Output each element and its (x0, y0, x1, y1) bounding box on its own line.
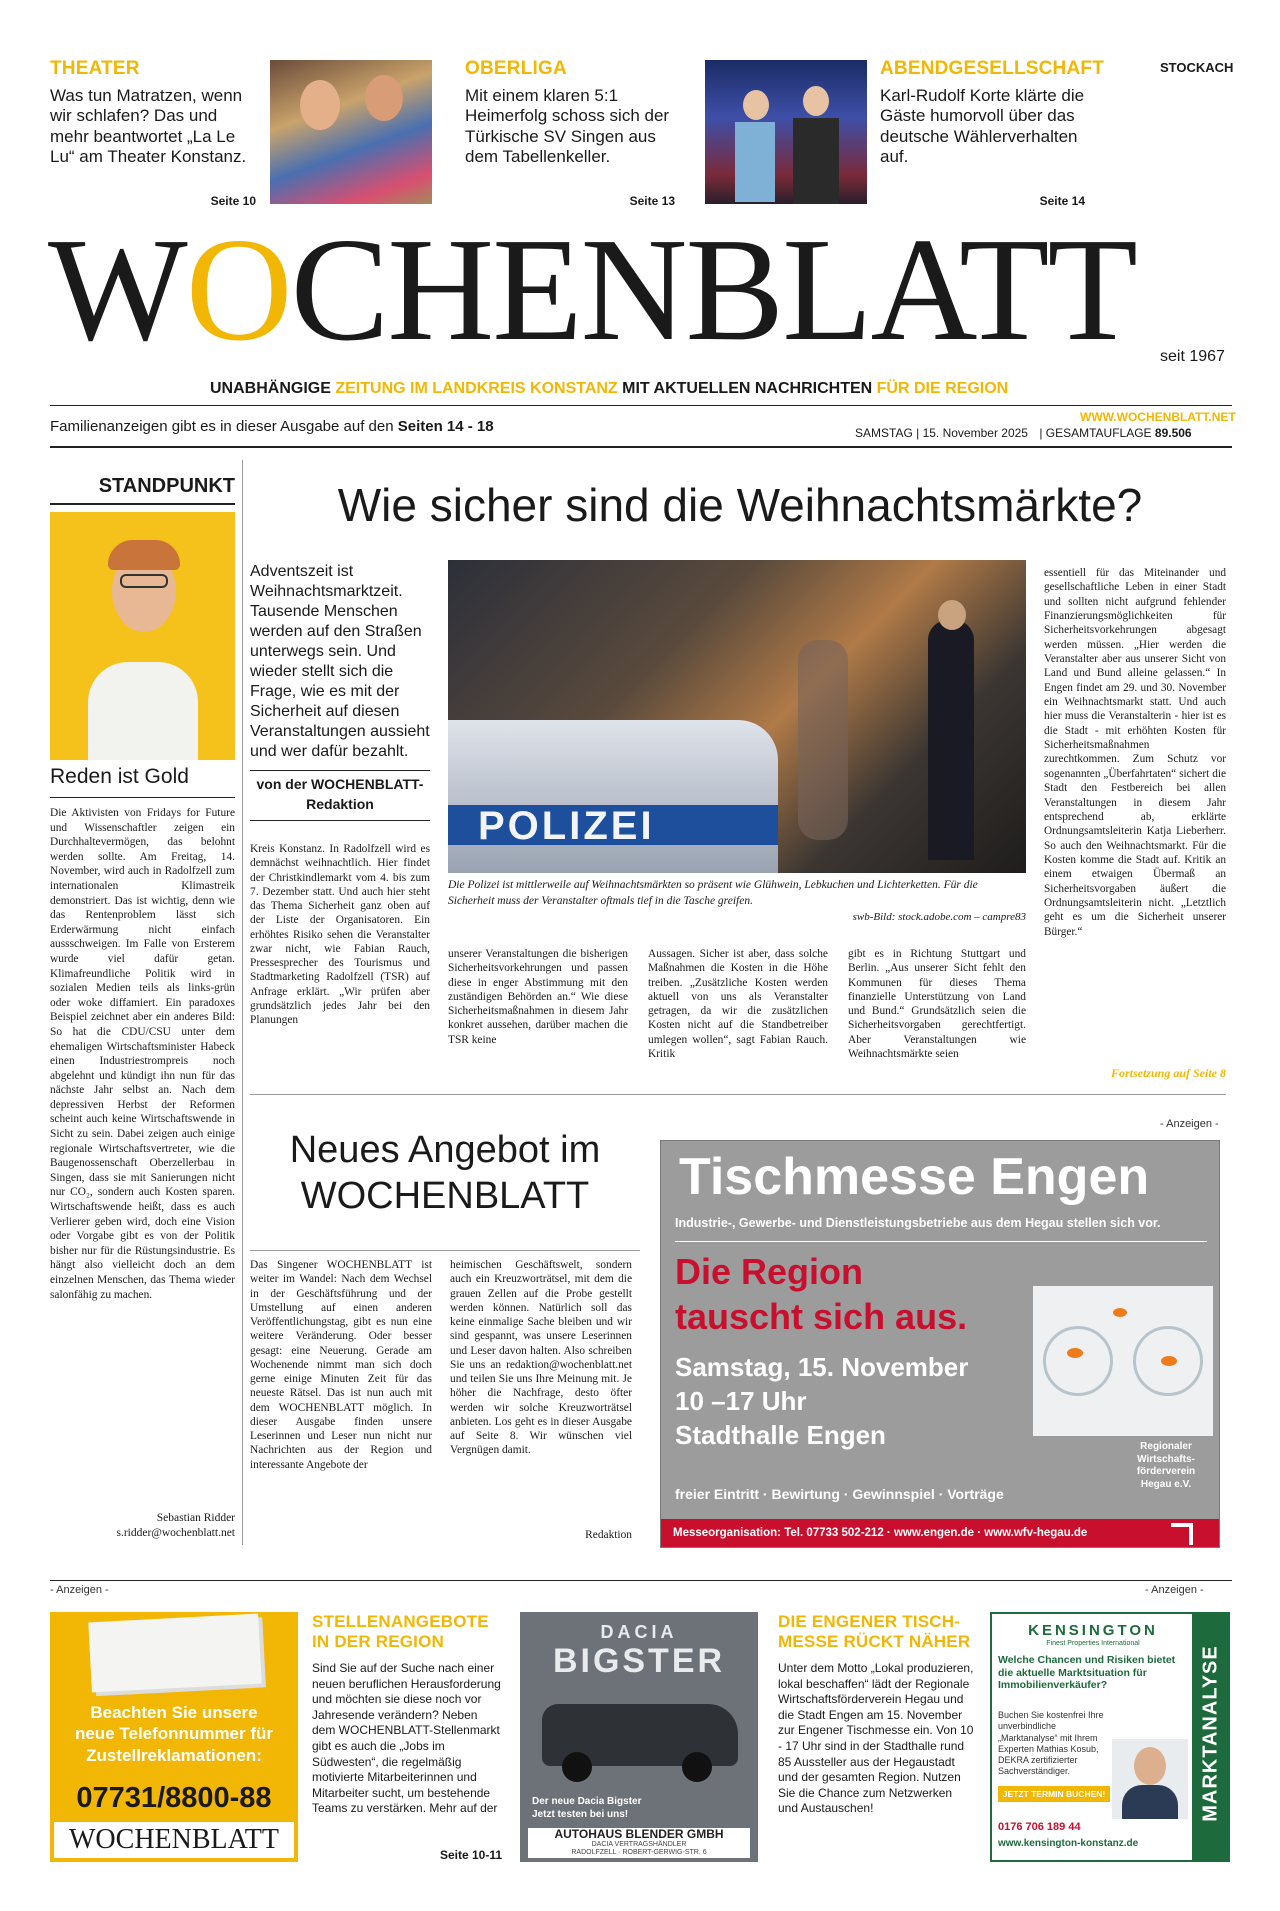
teaser-kicker: OBERLIGA (465, 58, 567, 79)
teaser-page-ref: Seite 14 (1039, 194, 1085, 208)
teaser-oberliga[interactable] (465, 58, 675, 208)
sidebar-text: MARKTANALYSE (1199, 1645, 1222, 1822)
tagline (210, 380, 1008, 398)
kensington-ad[interactable] (990, 1612, 1230, 1862)
dealer-sub: DACIA VERTRAGSHÄNDLER (591, 1841, 687, 1848)
phone-ad-line: Zustellreklamationen: (86, 1745, 262, 1765)
engen-text: Unter dem Motto „Lokal produzieren, lokal beschaffen“ lädt der Regionale Wirtschaftsförderverein Hegau und die Stadt Engen am 15. November zur Engener Tischmesse ein. Von 10 - 17 Uhr sind in der Stadthalle rund 85 Aussteller aus der Hegaustadt und der gesamten Region. Nutzen Sie die Chance zum Netzwerken und Austauschen! (778, 1661, 974, 1816)
jobs-page-ref: Seite 10-11 (439, 1848, 502, 1862)
kensington-brand: KENSINGTON (1028, 1622, 1158, 1639)
phone-ad-line: neue Telefonnummer für (74, 1724, 274, 1744)
lead-headline: Wie sicher sind die Weihnachtsmärkte? (337, 479, 1143, 531)
standpunkt-heading: STANDPUNKT (98, 475, 235, 497)
kicker-line: DIE ENGENER TISCH- (778, 1612, 961, 1631)
masthead-rule (50, 405, 1232, 406)
circulation-label: | GESAMTAUFLAGE (1039, 426, 1155, 440)
lead-col-4: gibt es in Richtung Stuttgart und Berlin. „Aus unserer Sicht fehlt den Kommunen für dieses Thema finanzielle Unterstützung von Land und Bund.“ Grundsätzlich seien die Sicherheitsvorgaben gerechtfertigt. Aber Veranstaltungen wie Weihnachtsmärkte seien (848, 948, 1026, 1060)
lead-photo (448, 560, 1026, 873)
date-line: Samstag, 15. November (675, 1352, 969, 1382)
second-col-1: Das Singener WOCHENBLATT ist weiter im Wandel: Nach dem Wechsel in der Geschäftsführung und der Umstellung auf einen anderen Veröffentlichungstag, gibt es nun eine weitere Veränderung. Oder besser gesagt: eine Neuerung. Gerade am Wochenende nimmt man sich doch gerne einige Minuten Zeit für das neueste Rätsel. Das ist nun auch mit dem WOCHENBLATT möglich. In dieser Ausgabe finden unsere Leserinnen und Leser nun nicht nur Nachrichten aus der Region und interessante Angebote der (250, 1259, 432, 1471)
lead-byline (250, 774, 430, 815)
tagline-part: MIT AKTUELLEN NACHRICHTEN (617, 380, 877, 397)
date-line: Stadthalle Engen (675, 1419, 886, 1450)
since-label: seit 1967 (1160, 348, 1225, 365)
kicker-line: STELLENANGEBOTE (312, 1612, 489, 1631)
tischmesse-slogan (675, 1249, 967, 1339)
logo-w: W (48, 208, 186, 372)
jobs-kicker (312, 1612, 502, 1651)
engen-kicker (778, 1612, 974, 1651)
slogan-line: tauscht sich aus. (675, 1296, 968, 1337)
tagline-part: UNABHÄNGIGE (210, 380, 336, 397)
lead-col-5: essentiell für das Miteinander und gesellschaftliche Leben in einer Stadt und sollten nicht aufgrund fehlender Finanzierungsmöglichkeiten für Sicherheitsvorkehrungen abgesagt werden müssen. „Hier werden die Veranstalter aber aus unserer Sicht von Land und Bund alleine gelassen.“ In Engen findet am 29. und 30. November ein Weihnachtsmarkt statt. Und auch hier muss die Veranstalterin - hier ist es die Stadt - mit erhöhten Kosten für Sicherheitsmaßnahmen zurechtkommen. Zum Schutz vor sogenannten „Überfahrtaten“ sichert die Stadt den Festbereich bei allen Veranstaltungen in diesem Jahr entsprechend ab, erklärte Ordnungsamtsleiterin Katja Lieberherr. So auch den Weihnachtsmarkt. Für die Kosten komme die Stadt auf. Kritik an einem etwaigen Übermaß an Sicherheitsvorgaben äußert die Ordnungsamtsleiterin nicht. „Letztlich geht es um die Sicherheit unserer Bürger.“ (1044, 567, 1226, 938)
issue-meta (855, 426, 1192, 440)
teaser-abend-photo (705, 60, 867, 204)
standpunkt-divider (242, 460, 243, 1545)
logo-o: O (185, 208, 291, 372)
infobar-rule (50, 446, 1232, 448)
org-line: Regionaler (1140, 1441, 1192, 1452)
dacia-brand: DACIA (600, 1622, 678, 1642)
kensington-sidebar (1192, 1614, 1230, 1862)
lead-credit: swb-Bild: stock.adobe.com – campre83 (852, 911, 1026, 923)
org-line: förderverein (1136, 1466, 1196, 1477)
tischmesse-footer (661, 1519, 1220, 1548)
jobs-text: Sind Sie auf der Suche nach einer neuen beruflichen Herausforderung und möchten sie diese noch vor Jahresende verändern? Neben dem WOCHENBLATT-Stellenmarkt gibt es auch die „Jobs im Südwesten“, die regelmäßig motivierte Mitarbeiterinnen und Mitarbeiter sucht, um bestehende Teams zu verstärken. Mehr auf der (312, 1661, 501, 1816)
masthead-logo[interactable] (48, 208, 1136, 372)
kensington-question: Welche Chancen und Risiken bietet die aktuelle Marktsituation für Immobilienverkäufer? (998, 1654, 1176, 1692)
claim-line: Jetzt testen bei uns! (532, 1808, 629, 1820)
bottom-strip-rule (50, 1580, 1232, 1581)
ad-label-bottom-left: - Anzeigen - (50, 1584, 109, 1596)
tagline-part: FÜR DIE REGION (876, 380, 1009, 397)
car-image (542, 1704, 738, 1766)
teaser-theater[interactable] (50, 58, 256, 208)
lead-continued[interactable]: Fortsetzung auf Seite 8 (1110, 1066, 1226, 1080)
arrow-up-icon (1171, 1523, 1193, 1545)
second-headline (250, 1128, 640, 1219)
byline-line: von der WOCHENBLATT- (256, 776, 424, 792)
dacia-model: BIGSTER (552, 1642, 726, 1680)
logo-rest: CHENBLATT (290, 208, 1136, 372)
slogan-line: Die Region (675, 1251, 864, 1292)
newspaper-stack-image (88, 1614, 261, 1693)
engen-teaser[interactable] (778, 1612, 974, 1862)
claim-line: Der neue Dacia Bigster (532, 1796, 642, 1807)
standpunkt-body: Die Aktivisten von Fridays for Future und Wissenschaftler zeigen ein Durchhaltevermögen, das belohnt werden sollte. Am Freitag, 14. November, wird auch in Radolfzell zum internationalen Klimastreik demonstriert. Das ist wichtig, denn wie das Rentenproblem lässt sich Erderwärmung nicht einfach aussschweigen. Im Falle von Ersterem wurde viel dafür getan. Klimafreundliche Politik wird in sozialen Medien teils als links-grün oder woke diffamiert. Ein paradoxes Beispiel zeichnet aber ein anderes Bild: So hat die CDU/CSU unter dem ehemaligen Wirtschaftsminister Habeck einen Industriestrompreis noch abgelehnt und kündigt ihn nun für das nächste Jahr selbst an. Nach dem depressiven Herbst der Reformen scheint auch keine Wirtschaftswende in Sicht zu sein. Dabei zeigen auch einige regionale Wirtschaftsvertreter, wie die Baugenossenschaft Oberzellerbau in Singen, dass sie mit Sanierungen nicht nur CO₂, sondern auch Kosten sparen. Wirtschaftswende heißt, dass es auch Verlierer geben wird, doch eine Vision oder Vorgabe gibt es von der Politik bisher nur für die Rüstungsindustrie. Es hängt also vielleicht doch an dem einzelnen Menschen, das Thema wieder salonfähig zu machen. (50, 807, 235, 1301)
teaser-kicker: THEATER (50, 58, 140, 79)
tischmesse-features: freier Eintritt · Bewirtung · Gewinnspiel · Vorträge (675, 1486, 1004, 1502)
kensington-brand-sub: Finest Properties International (1046, 1640, 1140, 1647)
byline-rule (250, 770, 430, 771)
second-col-2: heimischen Geschäftswelt, sondern auch ein Kreuzworträtsel, mit dem die grauen Zellen auf die Probe gestellt werden können. Natürlich soll das keine einmalige Sache bleiben und wir sind gespannt, was unsere Leserinnen und Leser davon halten. Also schreiben Sie uns an redaktion@wochenblatt.net und teilen Sie uns Ihre Meinung mit. Je höher die Nachfrage, desto öfter werden wir solche Kreuzworträtsel anbieten. Los geht es in dieser Ausgabe auf Seite 8. Wir wünschen viel Vergnügen damit. (450, 1259, 632, 1457)
circulation-value: 89.506 (1154, 426, 1192, 440)
tischmesse-ad[interactable] (660, 1140, 1220, 1548)
org-line: Hegau e.V. (1140, 1478, 1192, 1490)
dealer-address: RADOLFZELL · ROBERT-GERWIG-STR. 6 (571, 1849, 707, 1856)
org-line: Wirtschafts- (1137, 1453, 1195, 1465)
teaser-theater-photo (270, 60, 432, 204)
standpunkt-rule (50, 797, 235, 798)
tagline-part: ZEITUNG IM LANDKREIS KONSTANZ (335, 380, 618, 397)
standpunkt-email[interactable]: s.ridder@wochenblatt.net (116, 1527, 235, 1539)
teaser-text: Karl-Rudolf Korte klärte die Gäste humorvoll über das deutsche Wählerverhalten auf. (880, 86, 1085, 167)
teaser-kicker: ABENDGESELLSCHAFT (880, 58, 1105, 79)
byline-line: Redaktion (306, 796, 374, 813)
police-car-text: POLIZEI (478, 804, 655, 848)
teaser-abendgesellschaft[interactable] (880, 58, 1105, 208)
phone-ad[interactable] (50, 1612, 298, 1862)
lead-caption: Die Polizei ist mittlerweile auf Weihnachtsmärkten so präsent wie Glühwein, Lebkuchen und Lichterketten. Für die Sicherheit muss der Veranstalter oftmals tief in die Tasche greifen. (448, 879, 978, 908)
lead-bottom-rule (250, 1094, 1226, 1095)
teaser-page-ref: Seite 10 (210, 194, 256, 208)
phone-ad-brand: WOCHENBLATT (54, 1822, 294, 1858)
standpunkt-author: Sebastian Ridder (156, 1512, 235, 1524)
lead-col-1: Kreis Konstanz. In Radolfzell wird es demnächst weihnachtlich. Hier findet der Christkindlemarkt vom 4. bis zum 7. Dezember statt. Und auch hier steht das Thema Sicherheit ganz oben auf der Liste der Organisatoren. Ein erhöhtes Risiko sehen die Veranstalter zwar nicht, wie Fabian Rauch, Pressesprecher des Tourismus und Stadtmarketing Radolfzell (TSR) auf Anfrage erklärt. „Wir prüfen aber grundsätzlich jedes Jahr bei den Planungen (250, 843, 430, 1026)
standpunkt-title: Reden ist Gold (50, 765, 189, 788)
edition-label: STOCKACH (1160, 60, 1234, 75)
tischmesse-date (675, 1351, 968, 1452)
phone-ad-text (50, 1702, 298, 1766)
kicker-line: MESSE RÜCKT NÄHER (778, 1631, 971, 1651)
ad-label-bottom-right: - Anzeigen - (1145, 1584, 1204, 1596)
agent-photo (1112, 1739, 1188, 1819)
jobs-teaser[interactable] (312, 1612, 502, 1862)
family-ads-pages: Seiten 14 - 18 (397, 418, 494, 435)
headline-line: Neues Angebot im (289, 1129, 601, 1171)
standpunkt-heading-rule (50, 503, 235, 505)
kensington-web[interactable]: www.kensington-konstanz.de (998, 1838, 1139, 1849)
fishbowl-image (1033, 1286, 1213, 1436)
dacia-dealer-box (528, 1828, 750, 1858)
second-head-rule (250, 1250, 640, 1251)
teaser-text: Was tun Matratzen, wenn wir schlafen? Das und mehr beantwortet „La Le Lu“ am Theater Konstanz. (50, 86, 247, 167)
phone-ad-number[interactable]: 07731/8800-88 (76, 1782, 272, 1814)
tischmesse-title: Tischmesse Engen (679, 1148, 1150, 1206)
byline-rule-bottom (250, 820, 430, 821)
family-ads-text: Familienanzeigen gibt es in dieser Ausgabe auf den (50, 418, 398, 435)
dealer-name: AUTOHAUS BLENDER GMBH (554, 1827, 724, 1841)
kensington-cta[interactable]: JETZT TERMIN BUCHEN! (998, 1786, 1110, 1802)
phone-ad-line: Beachten Sie unsere (90, 1703, 258, 1722)
tischmesse-sub: Industrie-, Gewerbe- und Dienstleistungsbetriebe aus dem Hegau stellen sich vor. (675, 1216, 1161, 1230)
footer-text: Messeorganisation: Tel. 07733 502-212 · www.engen.de · www.wfv-hegau.de (673, 1527, 1088, 1539)
dacia-claim (532, 1796, 642, 1821)
date-line: 10 –17 Uhr (675, 1385, 807, 1416)
kensington-text: Buchen Sie kostenfrei Ihre unverbindliche „Marktanalyse“ mit Ihrem Experten Mathias Kosub, DEKRA zertifizierter Sachverständiger. (998, 1710, 1104, 1777)
tischmesse-org (1116, 1441, 1216, 1491)
lead-intro: Adventszeit ist Weihnachtsmarktzeit. Tausende Menschen werden auf den Straßen unterwegs sein. Und wieder stellt sich die Frage, wie es mit der Sicherheit auf diesen Veranstaltungen aussieht und wer dafür bezahlt. (250, 563, 430, 760)
website-link[interactable]: WWW.WOCHENBLATT.NET (1080, 410, 1236, 424)
dacia-ad[interactable] (520, 1612, 758, 1862)
family-ads-note (50, 418, 494, 435)
teaser-text: Mit einem klaren 5:1 Heimerfolg schoss sich der Türkische SV Singen aus dem Tabellenkeller. (465, 86, 670, 167)
ad-label-top: - Anzeigen - (1160, 1118, 1219, 1130)
author-photo (50, 512, 235, 760)
kicker-line: IN DER REGION (312, 1631, 445, 1651)
teaser-page-ref: Seite 13 (629, 194, 675, 208)
issue-date: SAMSTAG | 15. November 2025 (855, 426, 1028, 440)
headline-line: WOCHENBLATT (300, 1174, 590, 1217)
lead-col-2: unserer Veranstaltungen die bisherigen Sicherheitsvorkehrungen und passen diese in enger Abstimmung mit den zuständigen Behörden an.“ Wie diese Sicherheitsmaßnahmen in diesem Jahr konkret aussehen, darüber machen die TSR keine (448, 948, 628, 1046)
second-signature: Redaktion (585, 1529, 632, 1541)
lead-col-3: Aussagen. Sicher ist aber, dass solche Maßnahmen die Kosten in die Höhe treiben. „Zusätzliche Kosten werden aktuell von uns als Veranstalter getragen, da wir die zusätzlichen Kosten nicht auf die Standbetreiber umlegen wollen“, sagt Fabian Rauch. Kritik (648, 948, 828, 1060)
kensington-phone[interactable]: 0176 706 189 44 (998, 1821, 1081, 1833)
